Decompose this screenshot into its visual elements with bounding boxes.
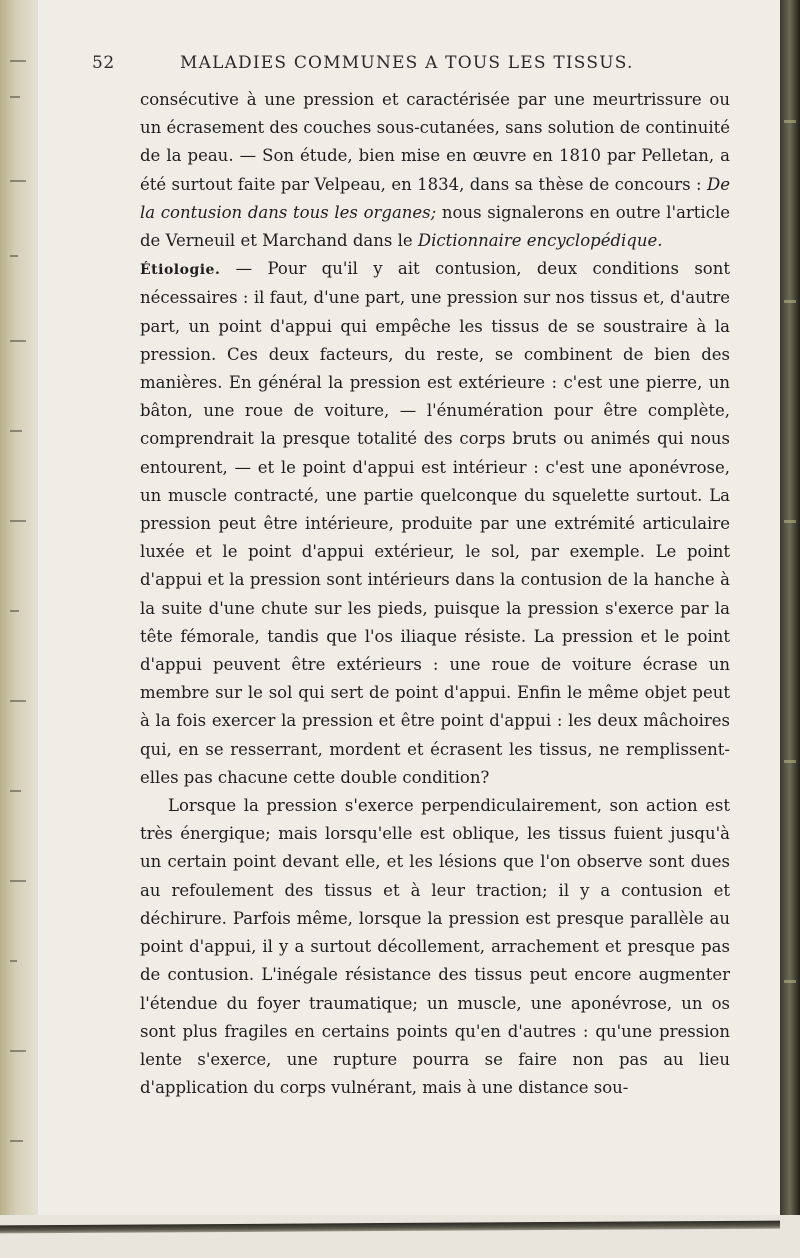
paragraph-3-text: Lorsque la pression s'exerce perpendiculairement, son action est très énergique; mais lorsqu'elle est oblique, les tissus fuient jusqu'à un certain point devant elle, et les lésions que l'on observe sont dues au refoulement des tissus et à leur traction; il y a contusion et déchirure. Parfois même, lorsque la pression est presque parallèle au point d'appui, il y a surtout décollement, arrachement et presque pas de contusion. L'inégale résistance des tissus peut encore augmenter l'étendue du foyer traumatique; un muscle, une aponévrose, un os sont plus fragiles en certains points qu'en d'autres : qu'une pression lente s'exerce, une rupture pourra se faire non pas au lieu d'application du corps vulnérant, mais à une distance sou- xyxy=(140,796,730,1098)
paragraph-1 xyxy=(140,86,730,255)
page-bottom-rule xyxy=(0,1221,780,1234)
paragraph-1-text-b: nous signalerons en outre l'article de Verneuil et Marchand dans le xyxy=(140,202,730,251)
scan-bottom-band xyxy=(0,1215,800,1258)
paragraph-1-italic-reference: Dictionnaire encyclopédique. xyxy=(417,231,663,251)
body-text xyxy=(140,86,730,1102)
scan-left-gutter xyxy=(0,0,40,1258)
paragraph-1-text-a: consécutive à une pression et caractérisée par une meurtrissure ou un écrasement des couches sous-cutanées, sans solution de continuité de la peau. — Son étude, bien mise en œuvre en 1810 par Pelletan, a été surtout faite par Velpeau, en 1834, dans sa thèse de concours : xyxy=(140,90,730,194)
paragraph-3 xyxy=(140,792,730,1102)
paragraph-2-text: — Pour qu'il y ait contusion, deux conditions sont nécessaires : il faut, d'une part, une pression sur nos tissus et, d'autre part, un point d'appui qui empêche les tissus de se soustraire à la pression. Ces deux facteurs, du reste, se combinent de bien des manières. En général la pression est extérieure : c'est une pierre, un bâton, une roue de voiture, — l'énumération pour être complète, comprendrait la presque totalité des corps bruts ou animés qui nous entourent, — et le point d'appui est intérieur : c'est une aponévrose, un muscle contracté, une partie quelconque du squelette surtout. La pression peut être intérieure, produite par une extrémité articulaire luxée et le point d'appui extérieur, le sol, par exemple. Le point d'appui et la pression sont intérieurs dans la contusion de la hanche à la suite d'une chute sur les pieds, puisque la pression s'exerce par la tête fémorale, tandis que l'os iliaque résiste. La pression et le point d'appui peuvent être extérieurs : une roue de voiture écrase un membre sur le sol qui sert de point d'appui. Enfin le même objet peut à la fois exercer la pression et être point d'appui : les deux mâchoires qui, en se resserrant, mordent et écrasent les tissus, ne remplissent-elles pas chacune cette double condition? xyxy=(140,259,730,787)
scan-right-edge xyxy=(780,0,800,1258)
section-heading-etiologie: Étiologie. xyxy=(140,262,221,279)
paragraph-1-italic-title: De la contusion dans tous les organes; xyxy=(140,174,730,222)
running-header xyxy=(92,53,732,77)
page-number: 52 xyxy=(92,53,115,73)
paragraph-2 xyxy=(140,255,730,792)
running-title: MALADIES COMMUNES A TOUS LES TISSUS. xyxy=(180,53,634,73)
